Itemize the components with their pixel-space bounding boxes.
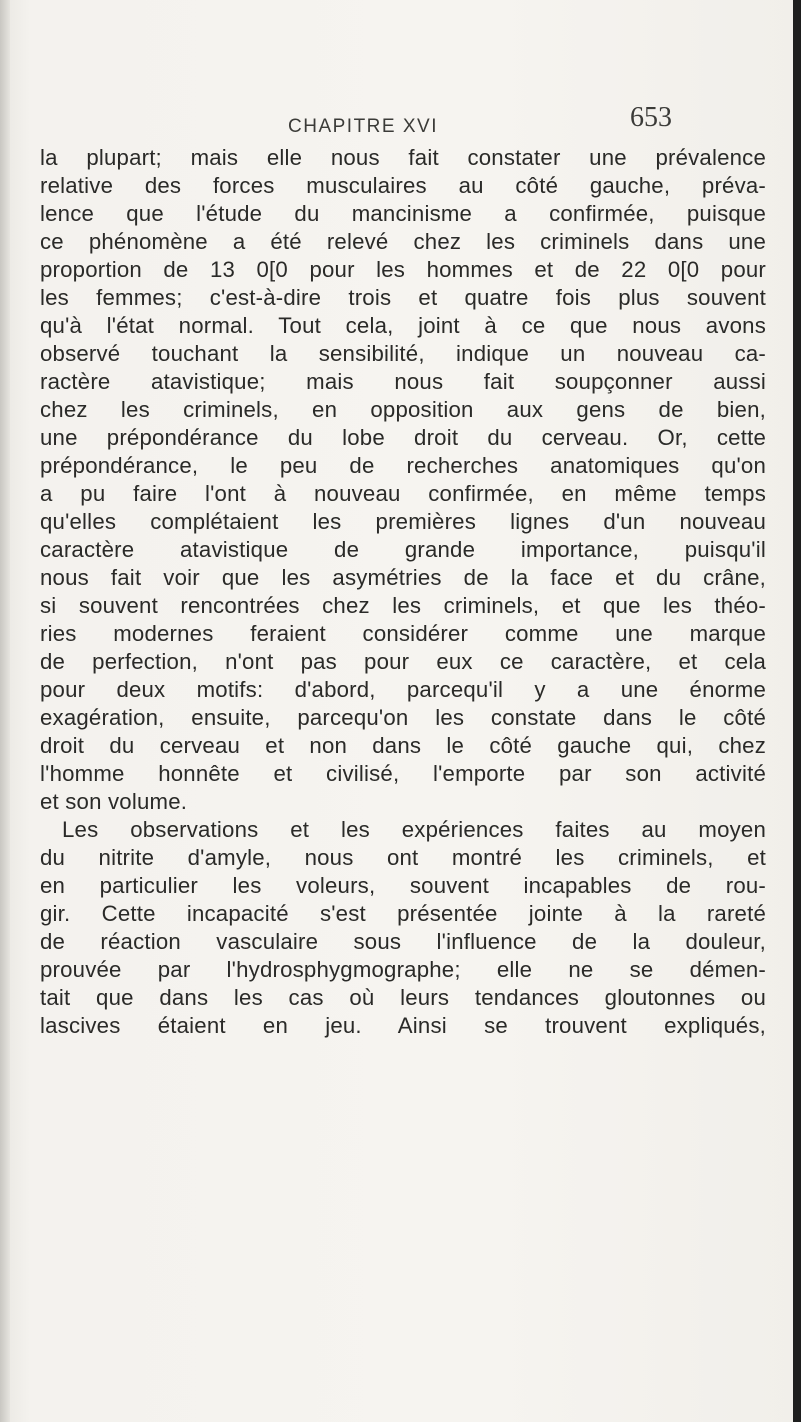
text-line: lence que l'étude du mancinisme a confirmée, puisque [40,201,766,226]
page-edge-binding [793,0,801,1422]
text-line: une prépondérance du lobe droit du cerveau. Or, cette [40,425,766,450]
text-line: du nitrite d'amyle, nous ont montré les criminels, et [40,845,766,870]
text-line: relative des forces musculaires au côté gauche, préva- [40,173,766,198]
text-line: proportion de 13 0[0 pour les hommes et de 22 0[0 pour [40,257,766,282]
text-line: prouvée par l'hydrosphygmographe; elle ne se démen- [40,957,766,982]
text-line: nous fait voir que les asymétries de la face et du crâne, [40,565,766,590]
text-line: tait que dans les cas où leurs tendances gloutonnes ou [40,985,766,1010]
text-line: exagération, ensuite, parcequ'on les constate dans le côté [40,705,766,730]
text-line: qu'elles complétaient les premières lignes d'un nouveau [40,509,766,534]
text-line: qu'à l'état normal. Tout cela, joint à ce que nous avons [40,313,766,338]
text-line: de réaction vasculaire sous l'influence de la douleur, [40,929,766,954]
text-line: pour deux motifs: d'abord, parcequ'il y a une énorme [40,677,766,702]
text-line: gir. Cette incapacité s'est présentée jointe à la rareté [40,901,766,926]
text-line: l'homme honnête et civilisé, l'emporte par son activité [40,761,766,786]
text-line: de perfection, n'ont pas pour eux ce caractère, et cela [40,649,766,674]
text-line: les femmes; c'est-à-dire trois et quatre fois plus souvent [40,285,766,310]
text-line: si souvent rencontrées chez les criminels, et que les théo- [40,593,766,618]
text-line: ractère atavistique; mais nous fait soupçonner aussi [40,369,766,394]
text-line: la plupart; mais elle nous fait constater une prévalence [40,145,766,170]
text-line: ries modernes feraient considérer comme une marque [40,621,766,646]
body-text [40,144,766,1040]
text-line: lascives étaient en jeu. Ainsi se trouvent expliqués, [40,1013,766,1038]
text-line: prépondérance, le peu de recherches anatomiques qu'on [40,453,766,478]
running-head: CHAPITRE XVI [288,116,438,137]
text-line: a pu faire l'ont à nouveau confirmée, en même temps [40,481,766,506]
text-line: droit du cerveau et non dans le côté gauche qui, chez [40,733,766,758]
text-line: ce phénomène a été relevé chez les criminels dans une [40,229,766,254]
paragraph-start-line: Les observations et les expériences faites au moyen [62,817,766,842]
text-line: caractère atavistique de grande importance, puisqu'il [40,537,766,562]
text-line: observé touchant la sensibilité, indique un nouveau ca- [40,341,766,366]
text-line: chez les criminels, en opposition aux gens de bien, [40,397,766,422]
text-line: et son volume. [40,789,188,814]
text-line: en particulier les voleurs, souvent incapables de rou- [40,873,766,898]
page-gutter-shadow [0,0,10,1422]
page-number: 653 [630,102,672,133]
page-header [0,102,801,138]
